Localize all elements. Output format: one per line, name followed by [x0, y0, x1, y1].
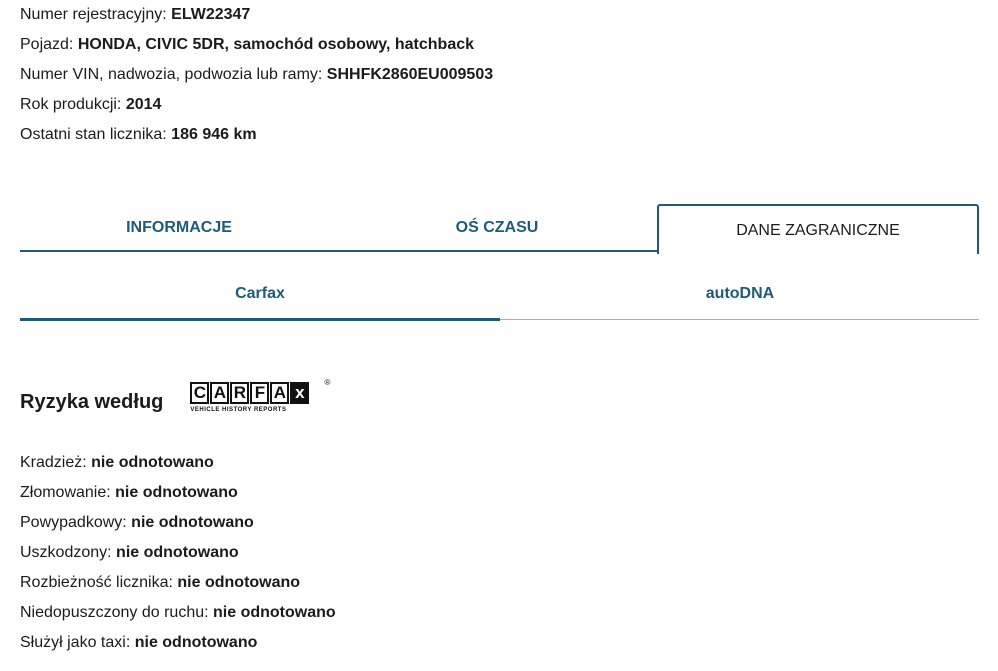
registration-row	[20, 0, 493, 30]
carfax-registered-mark: ®	[324, 378, 331, 387]
vehicle-info	[20, 0, 493, 150]
vin-value: SHHFK2860EU009503	[326, 66, 494, 83]
risk-title: Ryzyka według	[20, 390, 164, 413]
risk-header	[20, 378, 331, 422]
risk-value: nie odnotowano	[91, 454, 214, 471]
subtab-carfax[interactable]: Carfax	[235, 285, 285, 302]
subtab-active-indicator	[20, 318, 500, 321]
carfax-letter: x	[290, 382, 309, 404]
main-tabs	[20, 204, 979, 252]
year-label: Rok produkcji:	[20, 96, 126, 113]
carfax-logo	[190, 378, 331, 422]
carfax-letter: A	[270, 382, 289, 404]
tab-os-czasu[interactable]: OŚ CZASU	[455, 219, 539, 236]
risk-row-theft	[20, 448, 336, 478]
risk-label: Rozbieżność licznika:	[20, 574, 178, 591]
mileage-row	[20, 120, 493, 150]
risk-list	[20, 448, 336, 658]
risk-row-damaged	[20, 538, 336, 568]
risk-label: Złomowanie:	[20, 484, 116, 501]
risk-row-scrapped	[20, 478, 336, 508]
risk-label: Służył jako taxi:	[20, 634, 135, 651]
risk-row-taxi	[20, 628, 336, 658]
sub-tabs	[20, 270, 979, 320]
year-value: 2014	[125, 96, 162, 113]
risk-label: Uszkodzony:	[20, 544, 117, 561]
vehicle-label: Pojazd:	[20, 36, 78, 53]
risk-label: Kradzież:	[20, 454, 92, 471]
carfax-tagline: VEHICLE HISTORY REPORTS	[190, 407, 287, 413]
carfax-letter: C	[190, 382, 209, 404]
mileage-value: 186 946 km	[171, 126, 257, 143]
risk-value: nie odnotowano	[131, 514, 254, 531]
year-row	[20, 90, 493, 120]
risk-row-odometer	[20, 568, 336, 598]
risk-value: nie odnotowano	[134, 634, 258, 651]
risk-value: nie odnotowano	[213, 604, 336, 621]
risk-row-not-roadworthy	[20, 598, 336, 628]
risk-value: nie odnotowano	[116, 544, 239, 561]
risk-label: Powypadkowy:	[20, 514, 132, 531]
risk-value: nie odnotowano	[177, 574, 301, 591]
risk-label: Niedopuszczony do ruchu:	[20, 604, 213, 621]
risk-value: nie odnotowano	[115, 484, 238, 501]
carfax-letter: A	[210, 382, 229, 404]
tab-dane-zagraniczne[interactable]: DANE ZAGRANICZNE	[657, 204, 979, 254]
carfax-letter: R	[230, 382, 249, 404]
tab-informacje[interactable]: INFORMACJE	[126, 219, 232, 236]
vehicle-row	[20, 30, 493, 60]
carfax-logo-letters	[190, 382, 324, 404]
carfax-letter: F	[250, 382, 269, 404]
vehicle-value: HONDA, CIVIC 5DR, samochód osobowy, hatchback	[77, 36, 475, 53]
vin-label: Numer VIN, nadwozia, podwozia lub ramy:	[20, 66, 327, 83]
vin-row	[20, 60, 493, 90]
registration-value: ELW22347	[171, 6, 251, 23]
mileage-label: Ostatni stan licznika:	[20, 126, 172, 143]
registration-label: Numer rejestracyjny:	[20, 6, 172, 23]
risk-row-accident	[20, 508, 336, 538]
subtab-autodna[interactable]: autoDNA	[705, 285, 775, 302]
